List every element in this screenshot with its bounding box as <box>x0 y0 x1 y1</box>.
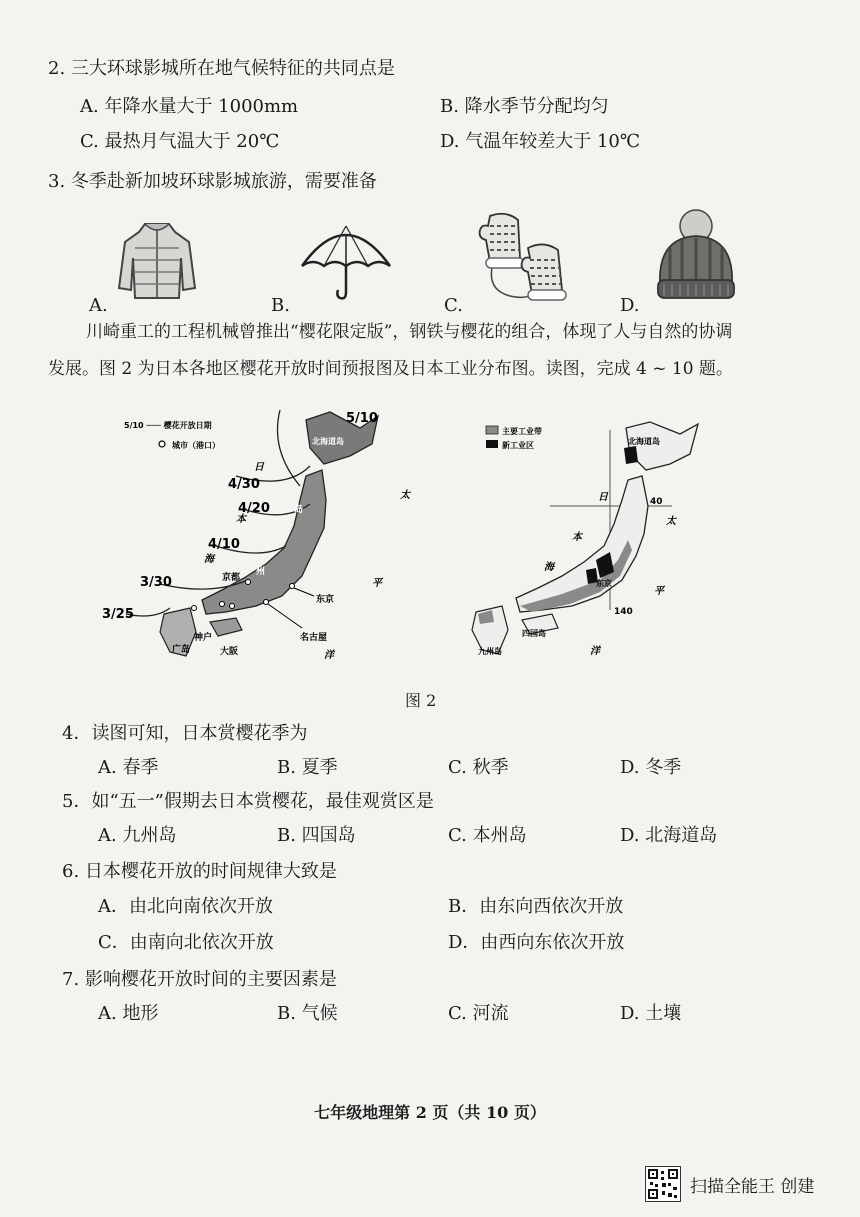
hokkaido-shape <box>626 422 698 470</box>
mittens-icon <box>466 210 578 306</box>
map1-ocean-yang: 洋 <box>324 650 334 661</box>
city-marker-icon <box>246 580 251 585</box>
map2-legend-new: 新工业区 <box>502 441 534 450</box>
city-label: 京都 <box>222 573 241 583</box>
q4-stem: 4．读图可知，日本赏樱花季为 <box>62 723 308 744</box>
isoline-5-10 <box>278 410 301 486</box>
city-marker-icon <box>159 441 165 447</box>
city-label: 东京 <box>316 595 335 605</box>
q5-option-c: C. 本州岛 <box>448 825 527 846</box>
q6-option-d: D．由西向东依次开放 <box>448 932 625 953</box>
intro-line-2: 发展。图 2 为日本各地区樱花开放时间预报图及日本工业分布图。读图，完成 4 ~ 10 题。 <box>48 359 733 379</box>
map1-island-hokkaido: 北海道岛 <box>312 437 344 446</box>
map2-lat-label: 40 <box>650 497 663 507</box>
q7-stem: 7. 影响樱花开放时间的主要因素是 <box>62 969 337 990</box>
map2-sea-hai: 海 <box>544 562 554 573</box>
legend-main-swatch <box>486 426 498 434</box>
q2-option-a: A. 年降水量大于 1000mm <box>80 96 299 117</box>
map1-legend-isoline: 5/10 ─── 樱花开放日期 <box>124 421 212 430</box>
scanner-brand: 扫描全能王 创建 <box>690 1177 815 1197</box>
city-marker-icon <box>192 606 197 611</box>
knit-hat-icon <box>654 208 738 304</box>
q7-option-a: A. 地形 <box>98 1003 159 1024</box>
map1-island-dao: 岛 <box>294 505 304 515</box>
map1-sea-hai: 海 <box>204 554 214 565</box>
city-marker-icon <box>230 604 235 609</box>
map2-sea-ben: 本 <box>572 532 582 543</box>
map1-island-zhou: 州 <box>256 567 266 577</box>
date-label: 5/10 <box>346 411 378 426</box>
date-label: 4/10 <box>208 537 240 552</box>
date-label: 4/30 <box>228 477 260 492</box>
map2-tokyo: 东京 <box>596 579 612 588</box>
city-label: 广岛 <box>172 645 191 655</box>
map1-ocean-tai: 太 <box>400 490 410 501</box>
q3-option-c: C. <box>444 295 463 316</box>
date-label: 3/30 <box>140 575 172 590</box>
q5-option-a: A. 九州岛 <box>98 825 177 846</box>
q3-option-b: B. <box>271 295 290 316</box>
q4-option-b: B. 夏季 <box>277 757 338 778</box>
q3-stem: 3. 冬季赴新加坡环球影城旅游，需要准备 <box>48 171 377 192</box>
map1-sea-ri: 日 <box>254 462 264 473</box>
q2-stem: 2. 三大环球影城所在地气候特征的共同点是 <box>48 58 395 79</box>
q4-option-a: A. 春季 <box>98 757 159 778</box>
map2-legend-main: 主要工业带 <box>502 427 542 436</box>
qr-code-icon <box>645 1166 681 1202</box>
umbrella-icon <box>298 222 394 302</box>
city-marker-icon <box>290 584 295 589</box>
city-label: 神户 <box>194 633 213 643</box>
q6-option-c: C．由南向北依次开放 <box>98 932 274 953</box>
city-label: 大阪 <box>220 647 239 657</box>
city-marker-icon <box>220 602 225 607</box>
q5-option-b: B. 四国岛 <box>277 825 356 846</box>
industry-map <box>450 400 730 680</box>
q4-option-c: C. 秋季 <box>448 757 509 778</box>
q5-stem: 5．如“五一”假期去日本赏樱花，最佳观赏区是 <box>62 791 434 812</box>
map2-kyushu: 九州岛 <box>478 647 502 656</box>
intro-line-1: 川崎重工的工程机械曾推出“樱花限定版”，钢铁与樱花的组合，体现了人与自然的协调 <box>86 322 733 342</box>
map1-legend-city: 城市（港口） <box>172 441 220 450</box>
map2-lon-label: 140 <box>614 607 633 617</box>
date-label: 3/25 <box>102 607 134 622</box>
shikoku-shape <box>210 618 242 636</box>
map1-ocean-ping: 平 <box>372 578 382 589</box>
map2-ocean-ping: 平 <box>654 586 664 597</box>
q7-option-c: C. 河流 <box>448 1003 509 1024</box>
q6-stem: 6. 日本樱花开放的时间规律大致是 <box>62 861 337 882</box>
figure-caption: 图 2 <box>405 691 437 710</box>
map2-ocean-tai: 太 <box>666 516 676 527</box>
legend-new-swatch <box>486 440 498 448</box>
cherry-blossom-map <box>102 400 420 680</box>
map1-sea-ben: 本 <box>236 514 246 525</box>
map2-hokkaido: 北海道岛 <box>628 437 660 446</box>
q3-option-a: A. <box>89 295 108 316</box>
q4-option-d: D. 冬季 <box>620 757 682 778</box>
down-jacket-icon <box>115 218 199 302</box>
q7-option-b: B. 气候 <box>277 1003 338 1024</box>
map2-ocean-yang: 洋 <box>590 646 600 657</box>
q3-option-d: D. <box>620 295 640 316</box>
city-marker-icon <box>264 600 269 605</box>
q2-option-c: C. 最热月气温大于 20℃ <box>80 131 280 152</box>
page-footer: 七年级地理第 2 页（共 10 页） <box>314 1103 546 1122</box>
q5-option-d: D. 北海道岛 <box>620 825 718 846</box>
q6-option-a: A．由北向南依次开放 <box>98 896 273 917</box>
date-label: 4/20 <box>238 501 270 516</box>
q6-option-b: B．由东向西依次开放 <box>448 896 624 917</box>
q7-option-d: D. 土壤 <box>620 1003 682 1024</box>
q2-option-b: B. 降水季节分配均匀 <box>440 96 609 117</box>
map2-sea-ri: 日 <box>598 492 608 503</box>
map2-shikoku: 四国岛 <box>522 629 546 638</box>
city-label: 名古屋 <box>300 633 328 643</box>
q2-option-d: D. 气温年较差大于 10℃ <box>440 131 640 152</box>
